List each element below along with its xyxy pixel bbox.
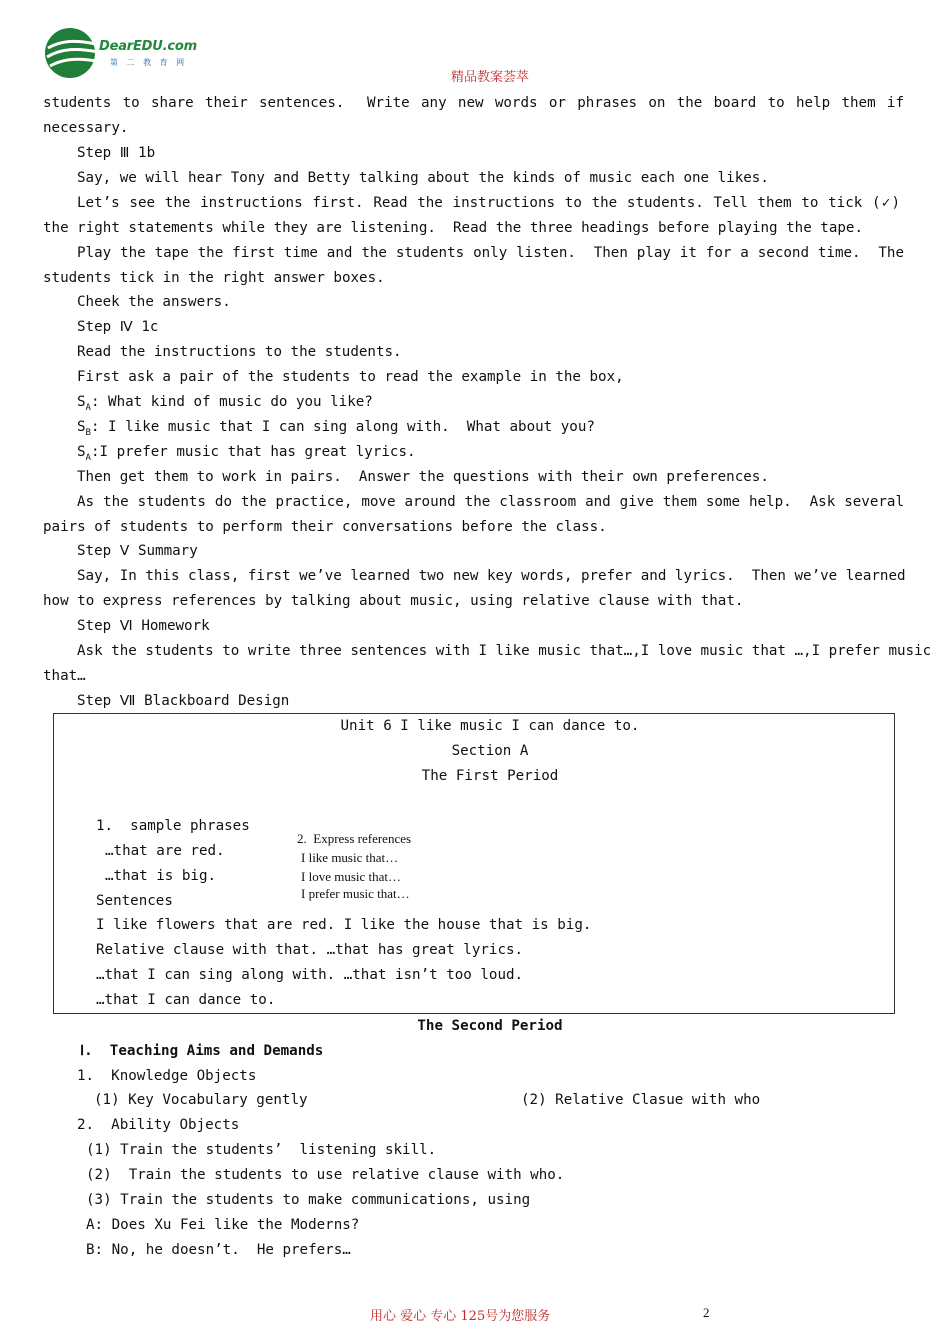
blackboard-right-line: I prefer music that…: [301, 886, 410, 901]
body-line: Step Ⅵ Homework: [77, 618, 210, 634]
body-line: Play the tape the first time and the students only listen. Then play it for a second time. The: [77, 245, 904, 261]
body-line: Let’s see the instructions first. Read the instructions to the students. Tell them to tick (✓): [77, 195, 900, 211]
body-line: First ask a pair of the students to read the example in the box,: [77, 369, 624, 385]
second-period-title: The Second Period: [417, 1018, 563, 1034]
dialogue-line: [77, 418, 595, 442]
body-line: Step Ⅴ Summary: [77, 543, 198, 559]
aims-line: A: Does Xu Fei like the Moderns?: [86, 1217, 360, 1233]
blackboard-right-line: 2. Express references: [297, 831, 412, 846]
body-line: Read the instructions to the students.: [77, 344, 402, 360]
aims-line: (1) Key Vocabulary gently: [94, 1092, 308, 1108]
blackboard-left-line: Relative clause with that. …that has great lyrics.: [96, 942, 524, 958]
blackboard-left-line: …that I can sing along with. …that isn’t too loud.: [96, 967, 524, 983]
body-line: Then get them to work in pairs. Answer the questions with their own preferences.: [77, 469, 769, 485]
blackboard-left-line: …that are red.: [105, 843, 225, 859]
blackboard-left-line: Sentences: [96, 893, 173, 909]
body-line: Step Ⅲ 1b: [77, 145, 156, 161]
aims-line: 1. Knowledge Objects: [77, 1068, 257, 1084]
body-line: Cheek the answers.: [77, 294, 231, 310]
dialogue-line: [77, 393, 373, 417]
aims-line: (2) Relative Clasue with who: [521, 1092, 761, 1108]
body-line: the right statements while they are listening. Read the three headings before playing the tape.: [43, 220, 863, 236]
speaker-letter: S: [77, 394, 86, 410]
aims-line: (3) Train the students to make communications, using: [86, 1192, 531, 1208]
dialogue-line: [77, 443, 416, 467]
dialogue-text: :I prefer music that has great lyrics.: [90, 444, 416, 460]
body-line: how to express references by talking about music, using relative clause with that.: [43, 593, 744, 609]
body-line: pairs of students to perform their conversations before the class.: [43, 519, 607, 535]
speaker-letter: S: [77, 419, 86, 435]
speaker-subscript: B: [85, 427, 91, 438]
body-line: students to share their sentences. Write any new words or phrases on the board to help them if: [43, 95, 904, 111]
speaker-letter: S: [77, 444, 86, 460]
blackboard-period: The First Period: [421, 768, 559, 784]
footer-caption: 用心 爱心 专心 125号为您服务: [370, 1309, 551, 1324]
body-line: Say, we will hear Tony and Betty talking about the kinds of music each one likes.: [77, 170, 769, 186]
body-line: As the students do the practice, move around the classroom and give them some help. Ask several: [77, 494, 904, 510]
aims-line: (2) Train the students to use relative clause with who.: [86, 1167, 565, 1183]
body-line: that…: [43, 668, 86, 684]
aims-line: B: No, he doesn’t. He prefers…: [86, 1242, 351, 1258]
header-caption: 精品教案荟萃: [450, 70, 529, 85]
page-number: 2: [703, 1305, 710, 1320]
aims-line: (1) Train the students’ listening skill.: [86, 1142, 437, 1158]
dialogue-text: : What kind of music do you like?: [90, 394, 373, 410]
body-line: necessary.: [43, 120, 129, 136]
dialogue-text: : I like music that I can sing along with. What about you?: [90, 419, 595, 435]
logo-subtitle: 第 二 教 育 网: [110, 58, 188, 67]
logo-name: DearEDU.com: [99, 39, 197, 54]
body-line: Say, In this class, first we’ve learned two new key words, prefer and lyrics. Then we’ve learned: [77, 568, 906, 584]
speaker-subscript: A: [85, 402, 91, 413]
body-line: Ask the students to write three sentences with I like music that…,I love music that …,I prefer music: [77, 643, 932, 659]
blackboard-left-line: …that is big.: [105, 868, 217, 884]
blackboard-left-line: 1. sample phrases: [96, 818, 250, 834]
blackboard-right-line: I like music that…: [301, 850, 399, 865]
blackboard-left-line: I like flowers that are red. I like the house that is big.: [96, 917, 592, 933]
body-line: Step Ⅶ Blackboard Design: [77, 693, 290, 709]
body-line: students tick in the right answer boxes.: [43, 270, 385, 286]
blackboard-title: Unit 6 I like music I can dance to.: [340, 718, 640, 734]
blackboard-section: Section A: [451, 743, 529, 759]
blackboard-right-line: I love music that…: [301, 869, 402, 884]
section-heading: Ⅰ. Teaching Aims and Demands: [80, 1043, 324, 1059]
speaker-subscript: A: [85, 452, 91, 463]
blackboard-left-line: …that I can dance to.: [96, 992, 276, 1008]
aims-line: 2. Ability Objects: [77, 1117, 240, 1133]
body-line: Step Ⅳ 1c: [77, 319, 159, 335]
